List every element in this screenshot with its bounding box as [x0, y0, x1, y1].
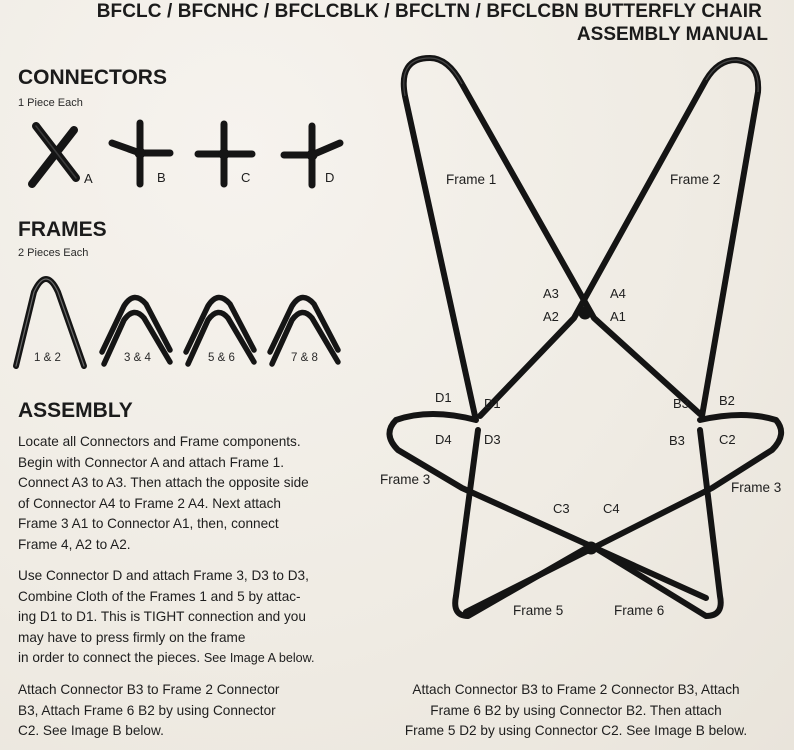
point-d1-outer: D1 — [435, 390, 452, 405]
connector-b-label: B — [157, 170, 166, 185]
document-title: BFCLC / BFCNHC / BFCLCBLK / BFCLTN / BFCLCBN BUTTERFLY CHAIR — [96, 1, 762, 22]
para3-line: Attach Connector B3 to Frame 2 Connector — [18, 682, 280, 697]
point-a2: A2 — [543, 309, 559, 324]
point-d1-inner: D1 — [484, 396, 501, 411]
assembly-paragraph-1 — [18, 432, 378, 555]
frame-2-path — [480, 60, 758, 416]
para1-line: Frame 3 A1 to Connector A1, then, connect — [18, 516, 279, 531]
frame-1-path — [404, 58, 700, 416]
right-leg-path — [592, 430, 721, 616]
point-c3: C3 — [553, 501, 570, 516]
para1-line: Locate all Connectors and Frame components. — [18, 434, 301, 449]
frames-heading: FRAMES — [18, 218, 107, 241]
label-frame-3-left: Frame 3 — [380, 472, 431, 487]
para2-line: may have to press firmly on the frame — [18, 629, 246, 645]
assembly-paragraph-2 — [18, 566, 378, 669]
left-leg-path — [455, 430, 590, 616]
assembly-paragraph-3 — [18, 680, 378, 742]
point-c2: C2 — [719, 432, 736, 447]
para2-line: Combine Cloth of the Frames 1 and 5 by attac- — [18, 588, 301, 604]
para1-line: of Connector A4 to Frame 2 A4. Next attach — [18, 495, 281, 511]
connector-a-illustration — [32, 126, 76, 184]
label-frame-3-right: Frame 3 — [731, 480, 782, 495]
para1-line: Connect A3 to A3. Then attach the opposite side — [18, 475, 309, 490]
connector-d-label: D — [325, 170, 335, 185]
point-a4: A4 — [610, 286, 626, 301]
para4-line: Attach Connector B3 to Frame 2 Connector B3, Attach — [412, 682, 740, 697]
assembly-paragraph-4 — [376, 680, 776, 742]
connector-a-label: A — [84, 171, 93, 186]
label-frame-5: Frame 5 — [513, 603, 564, 618]
para1-line: Begin with Connector A and attach Frame 1. — [18, 454, 284, 470]
point-a1: A1 — [610, 309, 626, 324]
para3-line: B3, Attach Frame 6 B2 by using Connector — [18, 702, 276, 718]
connector-c-label: C — [241, 170, 251, 185]
frame-7-8-label: 7 & 8 — [291, 352, 318, 364]
point-d3: D3 — [484, 432, 501, 447]
point-b3-top: B3 — [673, 396, 689, 411]
para2-line: Use Connector D and attach Frame 3, D3 to D3, — [18, 568, 309, 583]
assembly-heading: ASSEMBLY — [18, 399, 133, 422]
point-d4: D4 — [435, 432, 452, 447]
para1-line: Frame 4, A2 to A2. — [18, 536, 131, 552]
label-frame-1: Frame 1 — [446, 172, 497, 187]
para2-tail: See Image A below. — [203, 651, 315, 665]
point-a3: A3 — [543, 286, 559, 301]
point-b2: B2 — [719, 393, 735, 408]
document-subtitle: ASSEMBLY MANUAL — [576, 24, 768, 45]
para4-line: Frame 5 D2 by using Connector C2. See Image B below. — [404, 723, 748, 738]
frames-subtext: 2 Pieces Each — [18, 247, 89, 259]
point-b3-low: B3 — [669, 433, 685, 448]
frame-5-6-label: 5 & 6 — [208, 352, 235, 364]
connectors-heading: CONNECTORS — [18, 66, 167, 89]
label-frame-6: Frame 6 — [614, 603, 665, 618]
para4-line: Frame 6 B2 by using Connector B2. Then attach — [430, 702, 722, 718]
frame-3-4-label: 3 & 4 — [124, 352, 151, 364]
chair-frame-diagram — [389, 58, 781, 616]
para2-line: in order to connect the pieces. — [18, 650, 201, 665]
frame-1-2-label: 1 & 2 — [34, 352, 61, 364]
para2-line: ing D1 to D1. This is TIGHT connection and you — [18, 609, 306, 624]
para3-line: C2. See Image B below. — [18, 723, 164, 738]
label-frame-2: Frame 2 — [670, 172, 721, 187]
point-c4: C4 — [603, 501, 620, 516]
connectors-subtext: 1 Piece Each — [18, 97, 83, 109]
